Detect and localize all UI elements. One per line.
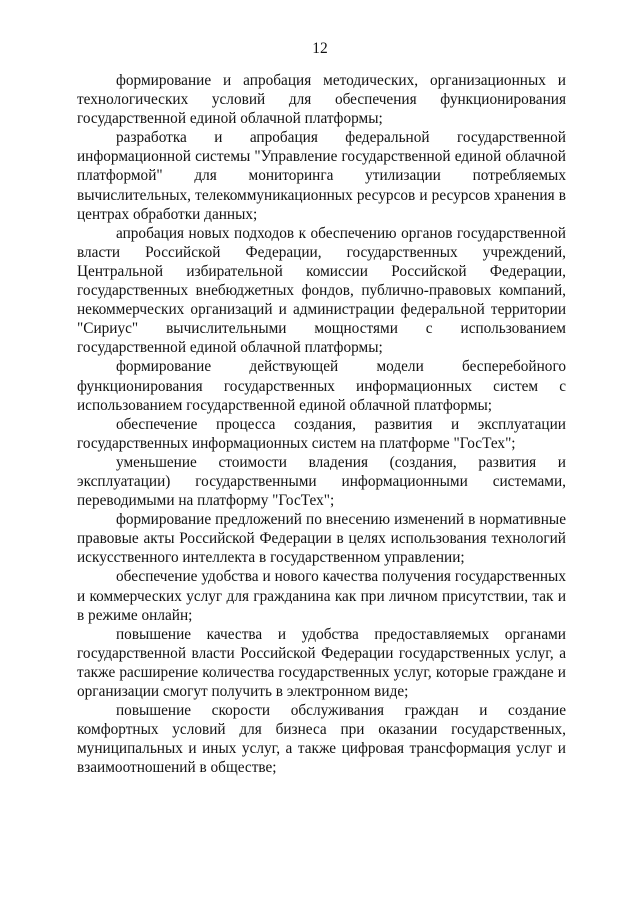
page-number: 12 [312, 40, 328, 57]
paragraph: формирование действующей модели бесперебойного функционирования государственных информационных систем с использованием государственной единой облачной платформы; [77, 358, 566, 414]
paragraph: формирование и апробация методических, организационных и технологических условий для обеспечения функционирования государственной единой облачной платформы; [77, 72, 566, 128]
paragraph: формирование предложений по внесению изменений в нормативные правовые акты Российской Федерации в целях использования технологий искусственного интеллекта в государственном управлении; [77, 511, 566, 567]
paragraph: разработка и апробация федеральной государственной информационной системы "Управление государственной единой облачной платформой" для мониторинга утилизации потребляемых вычислительных, телекоммуникационных ресурсов и ресурсов хранения в центрах обработки данных; [77, 129, 566, 223]
paragraph: повышение скорости обслуживания граждан и создание комфортных условий для бизнеса при оказании государственных, муниципальных и иных услуг, а также цифровая трансформация услуг и взаимоотношений в обществе; [77, 702, 566, 777]
paragraph: уменьшение стоимости владения (создания, развития и эксплуатации) государственными информационными системами, переводимыми на платформу "ГосТех"; [77, 453, 566, 510]
paragraph: обеспечение процесса создания, развития и эксплуатации государственных информационных систем на платформе "ГосТех"; [77, 415, 566, 452]
paragraph: обеспечение удобства и нового качества получения государственных и коммерческих услуг для гражданина как при личном присутствии, так и в режиме онлайн; [77, 568, 566, 624]
paragraph: повышение качества и удобства предоставляемых органами государственной власти Российской Федерации государственных услуг, а также расширение количества государственных услуг, которые граждане и организации смогут получить в электронном виде; [77, 625, 566, 700]
paragraph: апробация новых подходов к обеспечению органов государственной власти Российской Федерации, государственных учреждений, Центральной избирательной комиссии Российской Федерации, государственных внебюджетных фондов, публично-правовых компаний, некоммерческих организаций и администрации федеральной территории "Сириус" вычислительными мощностями с использованием государственной единой облачной платформы; [77, 224, 566, 357]
document-body [77, 71, 566, 777]
